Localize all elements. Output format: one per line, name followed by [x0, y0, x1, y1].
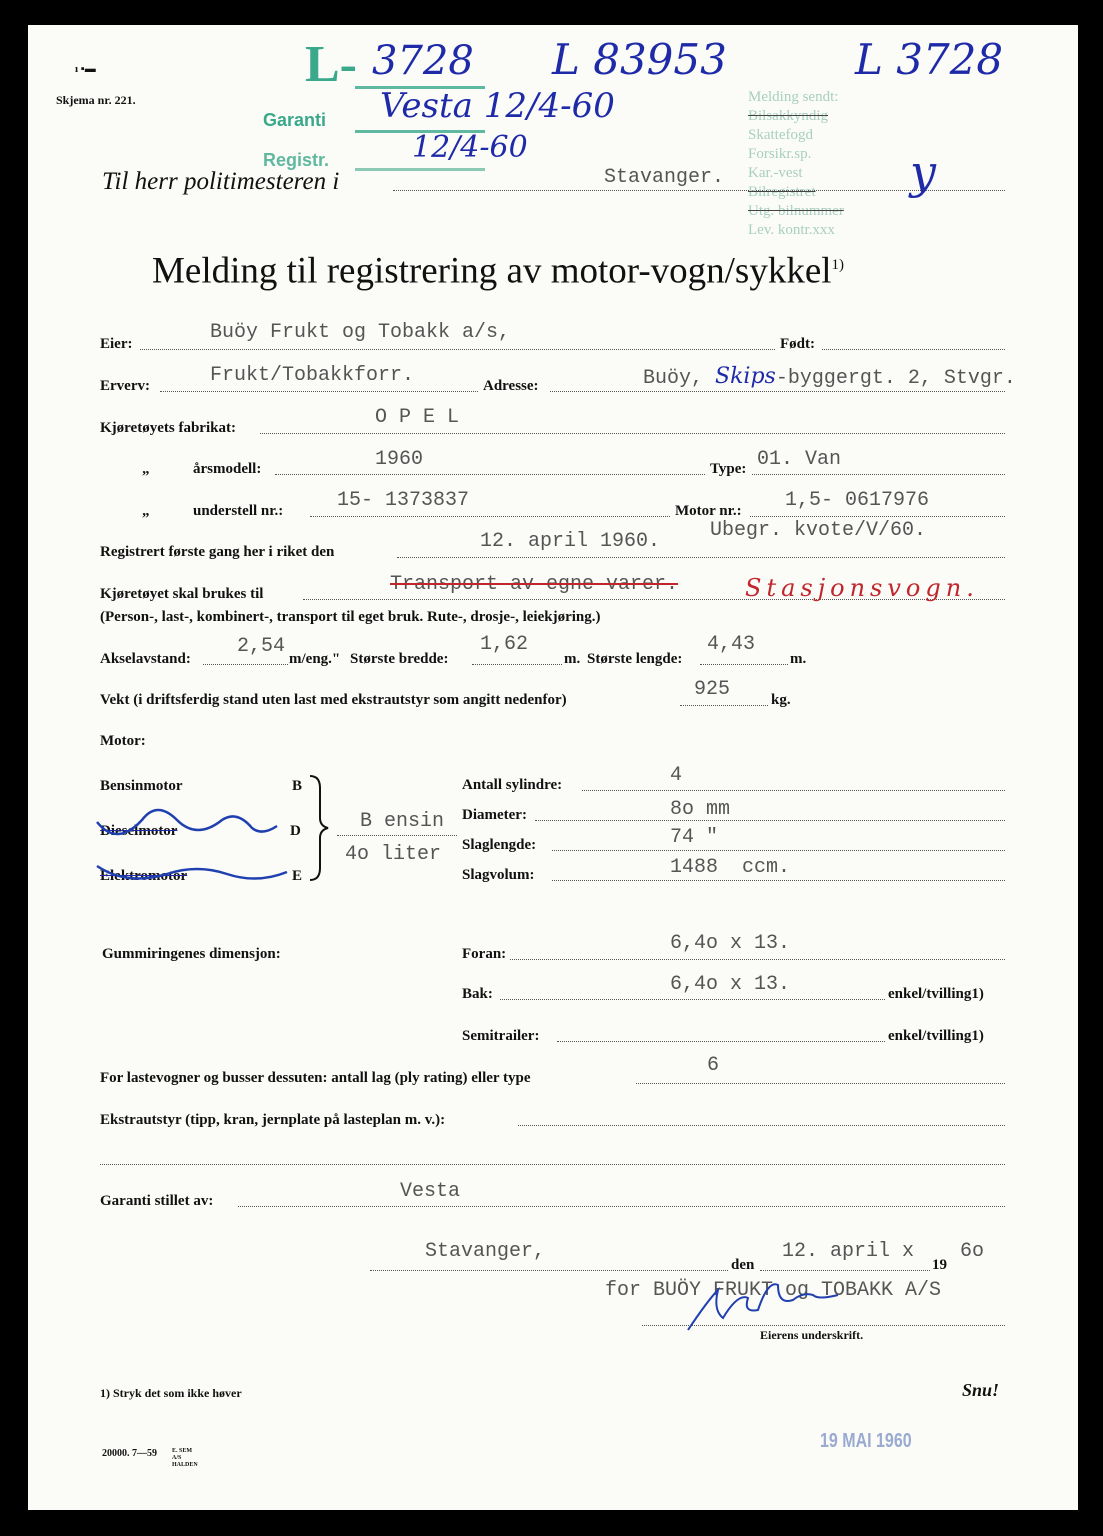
- stamp-line: Bilregistret: [748, 184, 816, 200]
- place-line: [370, 1270, 728, 1271]
- den-label: den: [731, 1257, 755, 1273]
- eier-line: [140, 349, 775, 350]
- received-stamp: 19 MAI 1960: [820, 1430, 912, 1452]
- stamp-line: Utg. bilnummer: [748, 203, 844, 219]
- brukes-label: Kjøretøyet skal brukes til: [100, 586, 264, 602]
- diameter-value: 8o mm: [670, 798, 731, 821]
- footnote: 1) Stryk det som ikke høver: [100, 1386, 242, 1400]
- semitrailer-label: Semitrailer:: [462, 1028, 540, 1044]
- sylindre-line: [582, 790, 1005, 791]
- registrert-label: Registrert første gang her i riket den: [100, 544, 335, 560]
- date-line: [760, 1270, 930, 1271]
- foran-line: [510, 959, 1005, 960]
- lengde-label: Største lengde:: [587, 651, 683, 667]
- gummi-label: Gummiringenes dimensjon:: [102, 946, 281, 962]
- adresse-value: [643, 364, 1016, 390]
- corner-mark: ı ▪▬: [75, 63, 96, 75]
- semitrailer-suffix: enkel/tvilling1): [888, 1028, 984, 1044]
- fabrikat-label: Kjøretøyets fabrikat:: [100, 420, 236, 436]
- type-label: Type:: [710, 461, 747, 477]
- diameter-line: [535, 820, 1005, 821]
- sign-year: 6o: [960, 1240, 985, 1263]
- number-3: L 3728: [855, 35, 1004, 84]
- garanti-stillet-line: [238, 1206, 1005, 1207]
- kvote-value: Ubegr. kvote/V/60.: [710, 519, 927, 542]
- registr-label: Registr.: [263, 150, 330, 170]
- brukes-hand-value: Stasjonsvogn.: [745, 574, 979, 602]
- lag-line: [636, 1083, 1005, 1084]
- garanti-hand: Vesta 12/4-60: [380, 86, 615, 126]
- motor-code: D: [290, 823, 301, 839]
- vekt-unit: kg.: [771, 692, 791, 708]
- bredde-value: 1,62: [480, 633, 529, 656]
- motor-nr-value: 1,5- 0617976: [785, 489, 930, 512]
- vekt-line: [680, 705, 768, 706]
- ekstra-line-2: [100, 1164, 1005, 1165]
- stamp-line: Lev. kontr.xxx: [748, 222, 835, 238]
- slaglengde-line: [552, 850, 1005, 851]
- tank-value: 4o liter: [345, 843, 442, 866]
- stamp-line: Bilsakkyndig: [748, 108, 829, 124]
- fabrikat-value: O P E L: [375, 406, 460, 429]
- aksel-line: [203, 664, 288, 665]
- reg-prefix: L-: [305, 36, 357, 93]
- bak-suffix: enkel/tvilling1): [888, 986, 984, 1002]
- arsmodell-line: [275, 474, 705, 475]
- bak-line: [500, 999, 885, 1000]
- form-title: [152, 244, 844, 292]
- erverv-label: Erverv:: [100, 378, 150, 394]
- foran-value: 6,4o x 13.: [670, 932, 791, 955]
- city: Stavanger.: [604, 166, 725, 189]
- receipt-stamp: [748, 88, 844, 240]
- adresse-line: [550, 391, 1005, 392]
- motor-nr-line: [750, 516, 1005, 517]
- number-2: L 83953: [552, 35, 727, 84]
- lengde-line: [700, 664, 788, 665]
- garanti-stillet-value: Vesta: [400, 1180, 461, 1203]
- sylindre-label: Antall sylindre:: [462, 777, 563, 793]
- fodt-line: [822, 349, 1005, 350]
- ekstra-line: [518, 1125, 1005, 1126]
- lengde-value: 4,43: [707, 633, 756, 656]
- motor-type-diesel: Dieselmotor: [100, 823, 178, 839]
- form-number: Skjema nr. 221.: [56, 93, 136, 107]
- motor-type-bensin: Bensinmotor: [100, 778, 183, 794]
- aksel-label: Akselavstand:: [100, 651, 191, 667]
- title-text: Melding til registrering av motor-vogn/sykkel: [152, 250, 832, 292]
- type-value: 01. Van: [757, 448, 842, 471]
- fodt-label: Født:: [780, 336, 815, 352]
- brukes-hint: (Person-, last-, kombinert-, transport til eget bruk. Rute-, drosje-, leiekjøring.): [100, 609, 601, 625]
- diameter-label: Diameter:: [462, 807, 527, 823]
- garanti-label: Garanti: [263, 110, 327, 130]
- stamp-line: Skattefogd: [748, 127, 813, 143]
- understell-label: understell nr.:: [193, 503, 284, 519]
- year-prefix: 19: [932, 1257, 947, 1273]
- bredde-line: [472, 664, 562, 665]
- registr-hand: 12/4-60: [412, 130, 528, 165]
- signature-line: [642, 1325, 1005, 1326]
- vekt-value: 925: [694, 678, 731, 701]
- brukes-struck-value: Transport av egne varer.: [390, 573, 679, 596]
- eier-value: Buöy Frukt og Tobakk a/s,: [210, 321, 511, 344]
- arsmodell-value: 1960: [375, 448, 424, 471]
- adresse-label: Adresse:: [483, 378, 539, 394]
- ditto-mark: „: [142, 503, 150, 519]
- sign-label: Eierens underskrift.: [760, 1328, 864, 1342]
- garanti-stillet-label: Garanti stillet av:: [100, 1193, 214, 1209]
- slagvolum-label: Slagvolum:: [462, 867, 535, 883]
- snu-label: Snu!: [962, 1380, 1000, 1400]
- title-footnote: 1): [831, 257, 845, 273]
- motor-type-elektro: Elektromotor: [100, 868, 188, 884]
- registrert-line: [397, 557, 1005, 558]
- understell-value: 15- 1373837: [337, 489, 470, 512]
- erverv-line: [160, 391, 478, 392]
- motor-code: B: [292, 778, 303, 794]
- slagvolum-value: 1488 ccm.: [670, 856, 791, 879]
- addressee: Til herr politimesteren i: [102, 168, 340, 195]
- erverv-value: Frukt/Tobakkforr.: [210, 364, 415, 387]
- semitrailer-line: [557, 1041, 885, 1042]
- stamp-line: Kar.-vest: [748, 165, 803, 181]
- bredde-label: Største bredde:: [350, 651, 449, 667]
- hand-mark: y: [910, 145, 936, 199]
- understell-line: [310, 516, 670, 517]
- sylindre-value: 4: [670, 764, 683, 787]
- ekstra-label: Ekstrautstyr (tipp, kran, jernplate på lasteplan m. v.):: [100, 1112, 446, 1128]
- ditto-mark: „: [142, 461, 150, 477]
- sign-place: Stavanger,: [425, 1240, 546, 1263]
- reg-number-hand: 3728: [372, 38, 474, 84]
- stamp-line: Melding sendt:: [748, 89, 839, 105]
- bak-label: Bak:: [462, 986, 493, 1002]
- fabrikat-line: [260, 433, 1005, 434]
- slaglengde-value: 74 ": [670, 826, 719, 849]
- bredde-unit: m.: [564, 651, 581, 667]
- motor-label: Motor:: [100, 733, 146, 749]
- motor-nr-label: Motor nr.:: [675, 503, 742, 519]
- lag-value: 6: [707, 1054, 720, 1077]
- arsmodell-label: årsmodell:: [193, 461, 262, 477]
- motor-brace-and-strikes: [92, 770, 342, 890]
- motor-code: E: [292, 868, 303, 884]
- aksel-unit: m/eng.": [289, 651, 341, 667]
- vekt-label: Vekt (i driftsferdig stand uten last med ekstrautstyr som angitt nedenfor): [100, 692, 567, 708]
- stamp-line: Forsikr.sp.: [748, 146, 812, 162]
- slagvolum-line: [552, 880, 1005, 881]
- aksel-value: 2,54: [237, 635, 286, 658]
- printer: E. SEM A/S HALDEN: [172, 1448, 198, 1468]
- fuel-line: [337, 835, 457, 836]
- adresse-part: -byggergt. 2, Stvgr.: [775, 367, 1016, 390]
- eier-label: Eier:: [100, 336, 133, 352]
- sign-date: 12. april x: [782, 1240, 915, 1263]
- bak-value: 6,4o x 13.: [670, 973, 791, 996]
- adresse-hand: Skips: [715, 364, 776, 389]
- lag-label: For lastevogner og busser dessuten: antall lag (ply rating) eller type: [100, 1070, 531, 1086]
- foran-label: Foran:: [462, 946, 507, 962]
- company-name: for BUÖY FRUKT og TOBAKK A/S: [605, 1279, 942, 1302]
- lengde-unit: m.: [790, 651, 807, 667]
- adresse-part: Buöy,: [643, 367, 704, 390]
- registr-line: [355, 168, 485, 171]
- slaglengde-label: Slaglengde:: [462, 837, 537, 853]
- registrert-value: 12. april 1960.: [480, 530, 661, 553]
- fuel-value: B ensin: [360, 810, 445, 833]
- type-line: [752, 474, 1005, 475]
- print-info: 20000. 7—59: [102, 1448, 157, 1459]
